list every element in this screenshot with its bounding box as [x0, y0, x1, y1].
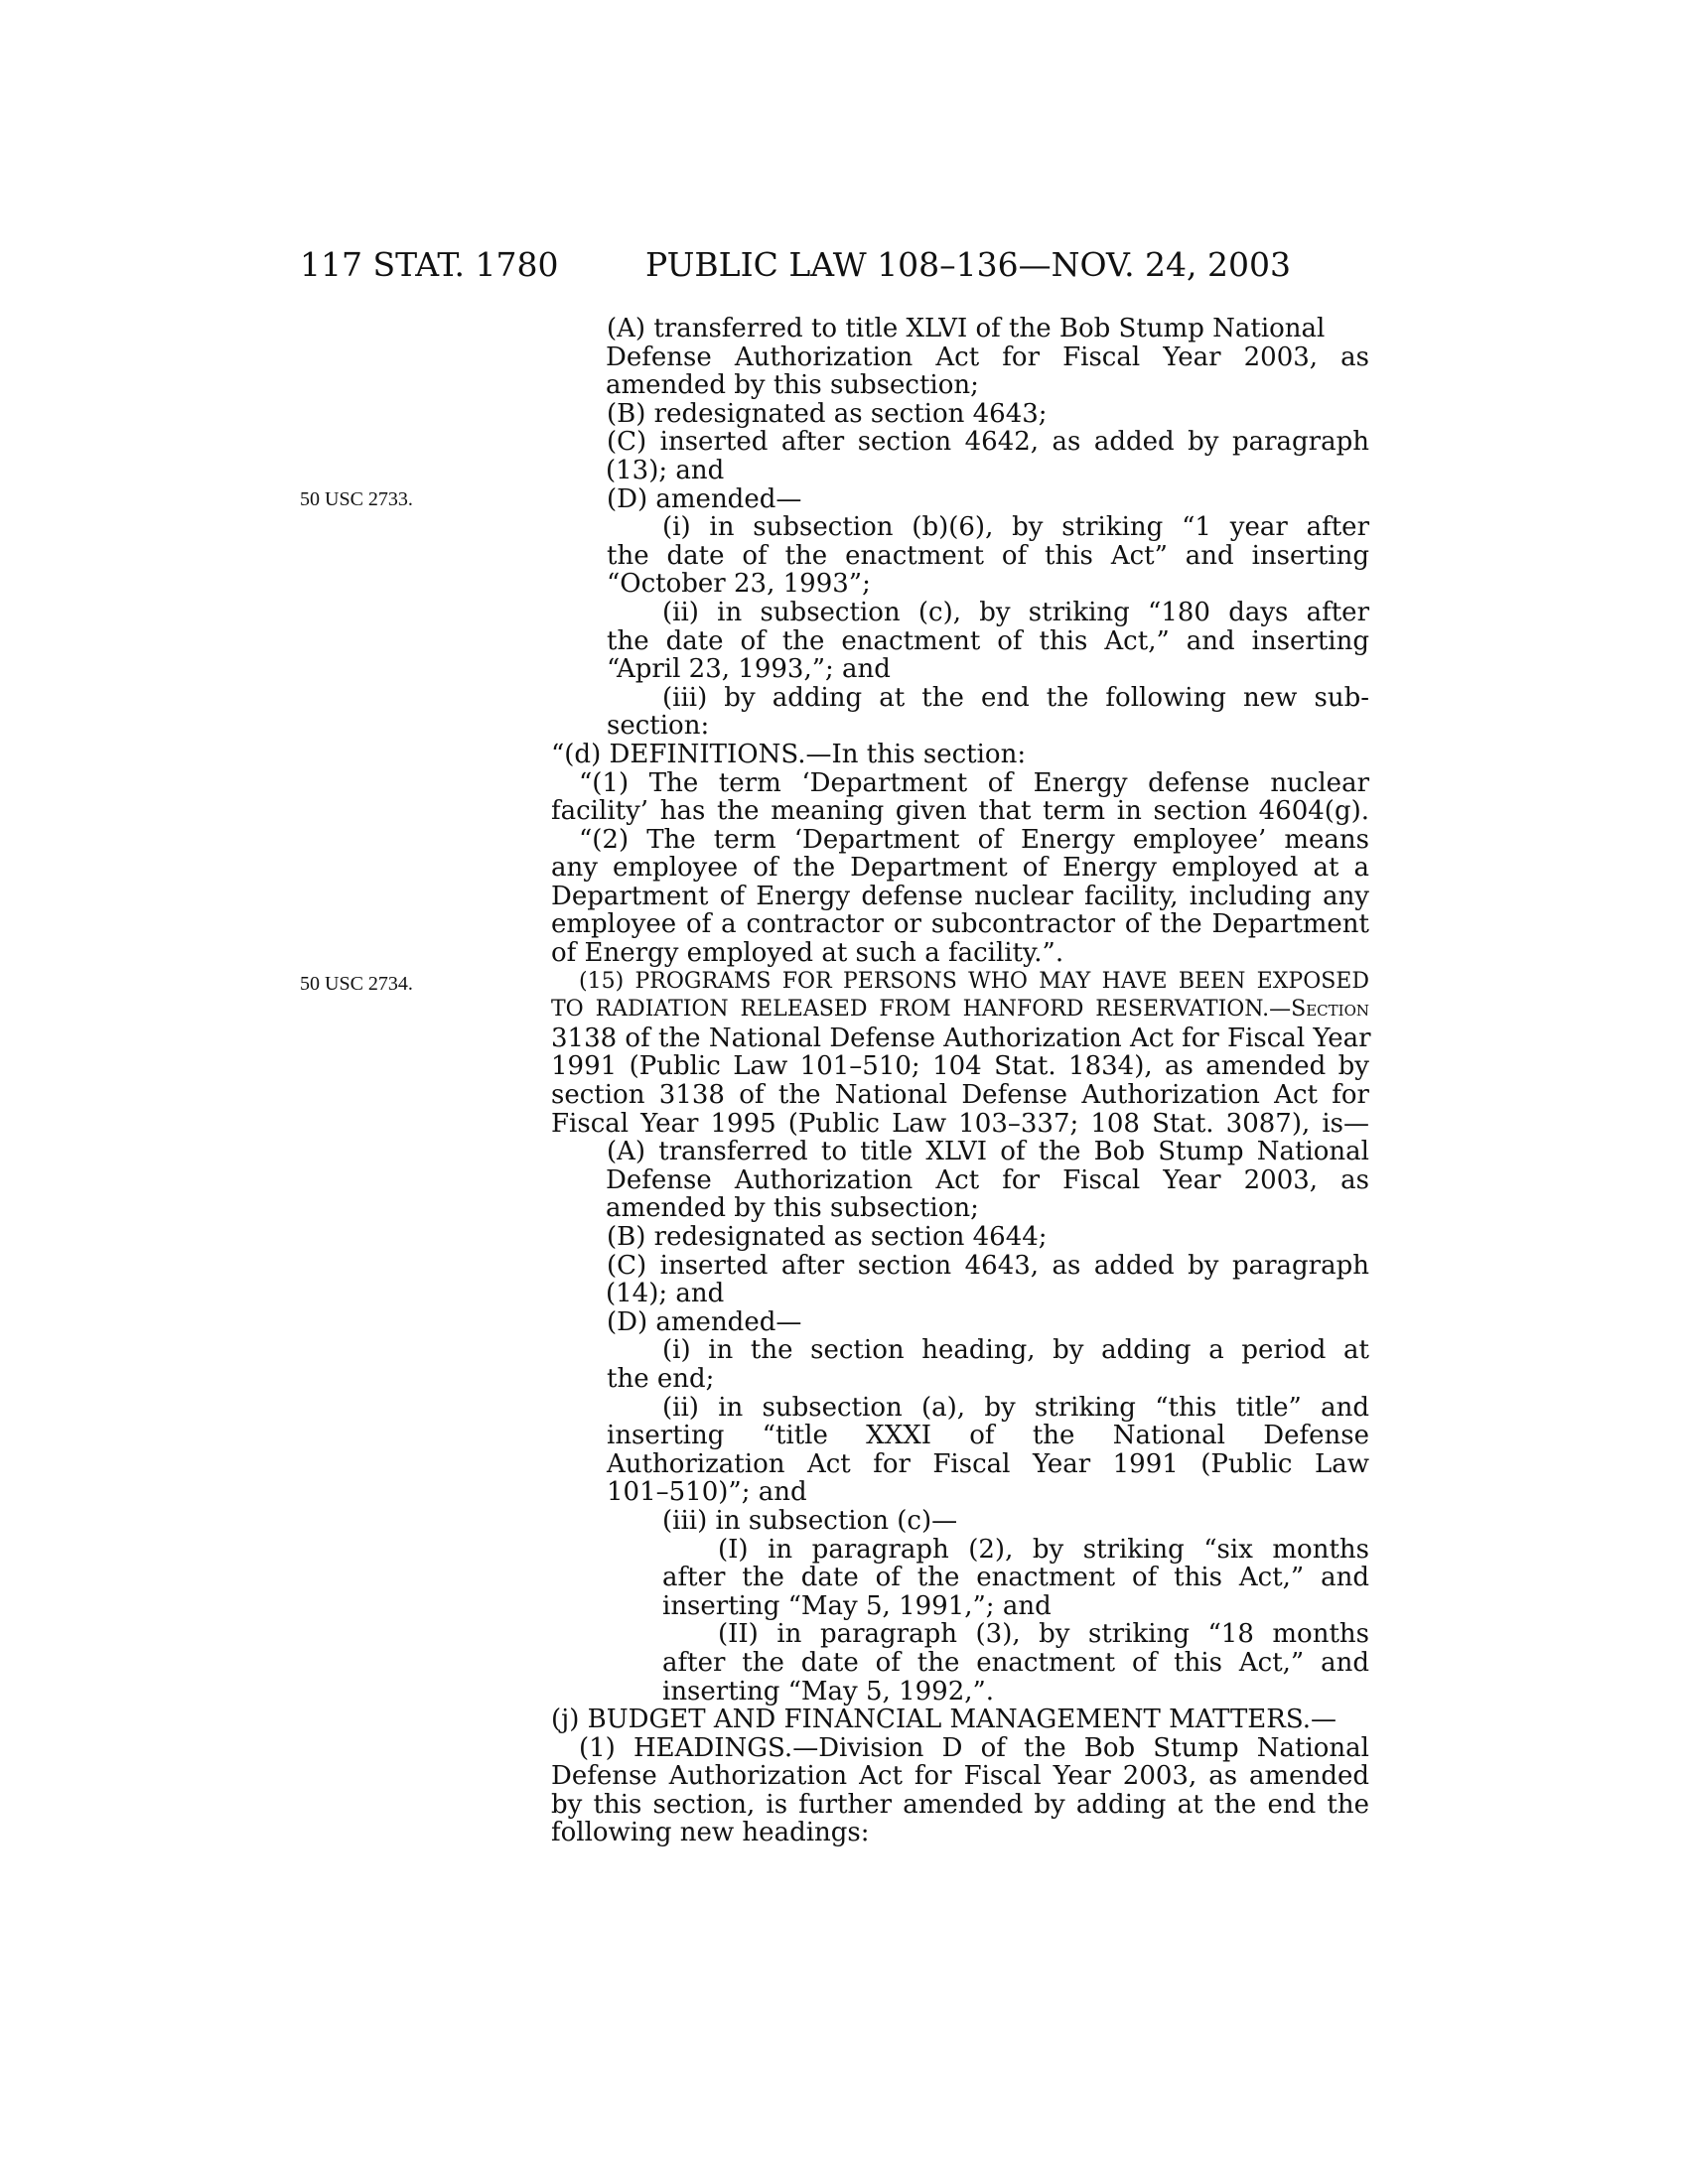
text-line: Defense Authorization Act for Fiscal Year 2003, as [606, 1164, 1369, 1195]
text-line: (ii) in subsection (a), by striking “this title” and [662, 1392, 1369, 1423]
text-line: (14); and [606, 1279, 725, 1309]
text-line: inserting “title XXXI of the National Defense [607, 1421, 1369, 1451]
margin-note-usc-citation: 50 USC 2734. [300, 973, 413, 995]
text-line: (D) amended— [607, 483, 802, 514]
text-line: “(d) DEFINITIONS.—In this section: [551, 739, 1027, 769]
text-line: any employee of the Department of Energy employed at a [551, 853, 1369, 884]
margin-note-usc-citation: 50 USC 2733. [300, 488, 413, 510]
text-line: Defense Authorization Act for Fiscal Year 2003, as [606, 341, 1369, 372]
text-line: amended by this subsection; [606, 370, 979, 401]
text-line: (i) in the section heading, by adding a period at [662, 1335, 1369, 1366]
text-line: (15) PROGRAMS FOR PERSONS WHO MAY HAVE BEEN EXPOSED [579, 968, 1369, 994]
text-line: following new headings: [551, 1818, 870, 1848]
text-line: (j) BUDGET AND FINANCIAL MANAGEMENT MATTERS.— [551, 1705, 1337, 1735]
text-line: (I) in paragraph (2), by striking “six months [718, 1534, 1369, 1565]
text-line: (C) inserted after section 4643, as added by paragraph [607, 1250, 1369, 1281]
text-line: the end; [607, 1363, 715, 1394]
text-line: “April 23, 1993,”; and [607, 654, 891, 685]
body-text [551, 315, 1369, 1847]
text-line: the date of the enactment of this Act,” and inserting [607, 625, 1369, 656]
text-line: after the date of the enactment of this Act,” and [662, 1563, 1369, 1593]
text-line: amended by this subsection; [606, 1193, 979, 1224]
text-line: (iii) by adding at the end the following new sub- [662, 682, 1369, 713]
text-line: (II) in paragraph (3), by striking “18 months [718, 1619, 1369, 1650]
text-line: 101–510)”; and [607, 1477, 807, 1508]
text-line: section: [607, 711, 710, 742]
text-line: Defense Authorization Act for Fiscal Year 2003, as amended [551, 1761, 1369, 1792]
text-line: (B) redesignated as section 4644; [607, 1222, 1048, 1252]
text-line: Department of Energy defense nuclear facility, including any [551, 881, 1369, 911]
text-line: inserting “May 5, 1992,”. [662, 1676, 995, 1706]
text-line: (D) amended— [607, 1306, 802, 1337]
text-line: 1991 (Public Law 101–510; 104 Stat. 1834), as amended by [551, 1051, 1369, 1082]
text-line: after the date of the enactment of this Act,” and [662, 1647, 1369, 1678]
public-law-running-head: PUBLIC LAW 108–136—NOV. 24, 2003 [645, 245, 1292, 284]
text-line: (i) in subsection (b)(6), by striking “1 year after [662, 512, 1369, 543]
text-line: facility’ has the meaning given that term in section 4604(g). [551, 796, 1369, 827]
text-line: TO RADIATION RELEASED FROM HANFORD RESERVATION.—Section [551, 997, 1369, 1023]
text-line: the date of the enactment of this Act” and inserting [607, 540, 1369, 571]
text-line: (C) inserted after section 4642, as added by paragraph [607, 427, 1369, 458]
text-line: of Energy employed at such a facility.”. [551, 938, 1064, 969]
text-line: inserting “May 5, 1991,”; and [662, 1590, 1052, 1621]
text-line: (A) transferred to title XLVI of the Bob Stump National [607, 1137, 1369, 1167]
text-line: “(2) The term ‘Department of Energy employee’ means [579, 824, 1369, 855]
text-line: (1) HEADINGS.—Division D of the Bob Stump National [579, 1732, 1369, 1763]
text-line: “(1) The term ‘Department of Energy defense nuclear [579, 767, 1369, 798]
text-line: section 3138 of the National Defense Authorization Act for [551, 1080, 1369, 1111]
text-line: “October 23, 1993”; [607, 569, 871, 600]
text-line: (B) redesignated as section 4643; [607, 398, 1048, 429]
text-line: (iii) in subsection (c)— [662, 1505, 958, 1536]
text-line: by this section, is further amended by adding at the end the [551, 1789, 1369, 1820]
statute-page-reference: 117 STAT. 1780 [300, 245, 559, 284]
text-line: Fiscal Year 1995 (Public Law 103–337; 108 Stat. 3087), is— [551, 1108, 1369, 1139]
text-line: (ii) in subsection (c), by striking “180 days after [662, 597, 1369, 627]
text-line: Authorization Act for Fiscal Year 1991 (Public Law [607, 1448, 1369, 1479]
text-line: 3138 of the National Defense Authorization Act for Fiscal Year [551, 1023, 1371, 1053]
text-line: (13); and [606, 455, 725, 485]
text-line: (A) transferred to title XLVI of the Bob Stump National [607, 314, 1326, 343]
text-line: employee of a contractor or subcontractor of the Department [551, 909, 1369, 940]
